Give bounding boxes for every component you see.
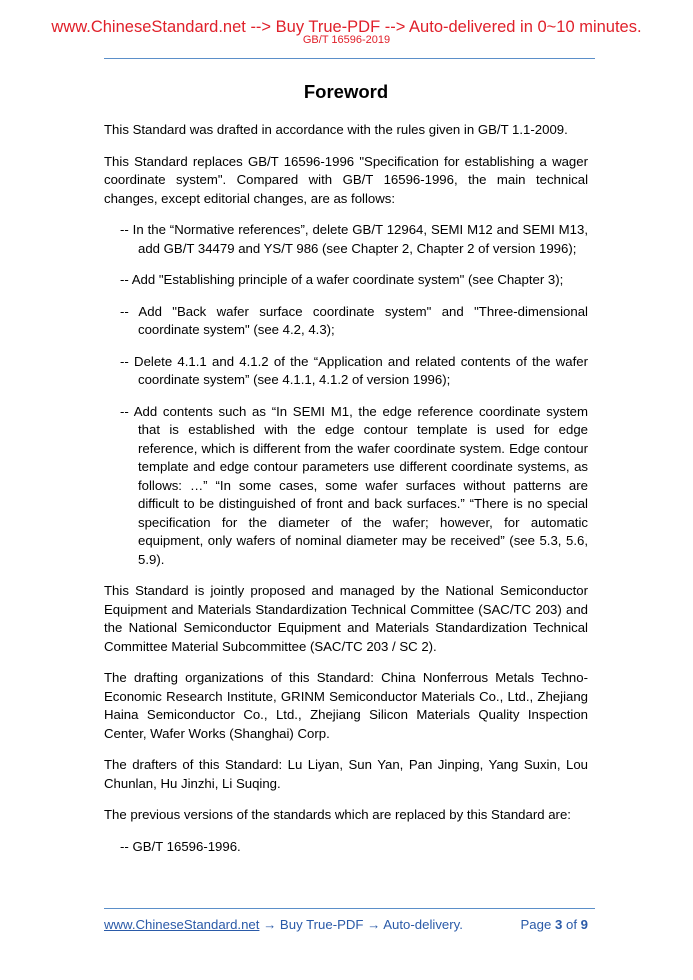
header-divider bbox=[104, 58, 595, 59]
footer-delivery-text: → Buy True-PDF → Auto-delivery. bbox=[259, 917, 463, 932]
footer-divider bbox=[104, 908, 595, 909]
page-content bbox=[104, 80, 588, 856]
list-item: -- Add "Establishing principle of a wafer coordinate system" (see Chapter 3); bbox=[120, 272, 564, 287]
page-total: 9 bbox=[580, 917, 588, 932]
list-item: -- Delete 4.1.1 and 4.1.2 of the “Application and related contents of the wafer coordinate system” (see 4.1.1, 4.1.2 of version 1996); bbox=[120, 353, 588, 387]
document-code: GB/T 16596-2019 bbox=[302, 34, 391, 46]
paragraph-replaces: This Standard replaces GB/T 16596-1996 "Specification for establishing a wager coordinate system". Compared with GB/T 16596-1996, the main technical changes, except editorial changes, are as follows: bbox=[104, 153, 588, 206]
footer-site-link[interactable]: www.ChineseStandard.net bbox=[104, 917, 260, 932]
paragraph-proposed-by: This Standard is jointly proposed and managed by the National Semiconductor Equipment and Materials Standardization Technical Committee (SAC/TC 203) and the National Semiconductor Equipment and Materials Standardization Technical Committee Material Subcommittee (SAC/TC 203 / SC 2). bbox=[104, 583, 588, 654]
list-item: -- Add contents such as “In SEMI M1, the edge reference coordinate system that is established with the edge contour template is used for edge reference, which is different from the wafer coordinate system. Edge contour template and edge contour parameters use different coordinate systems, as follows: …” “In some cases, some wafer surfaces without patterns are difficult to be distinguished of front and back surfaces.” “There is no special specification for the diameter of the wafer; however, for automatic equipment, only wafers of nominal diameter may be received” (see 5.3, 5.6, 5.9). bbox=[120, 403, 588, 567]
paragraph-previous-versions: The previous versions of the standards which are replaced by this Standard are: bbox=[104, 807, 571, 822]
list-item: -- In the “Normative references”, delete GB/T 12964, SEMI M12 and SEMI M13, add GB/T 34479 and YS/T 986 (see Chapter 2, Chapter 2 of version 1996); bbox=[120, 222, 588, 256]
page-indicator bbox=[520, 916, 588, 933]
paragraph-drafting-rules: This Standard was drafted in accordance with the rules given in GB/T 1.1-2009. bbox=[104, 122, 568, 137]
technical-changes-list bbox=[104, 221, 588, 569]
page-footer bbox=[104, 916, 588, 933]
paragraph-drafting-organizations: The drafting organizations of this Standard: China Nonferrous Metals Techno-Economic Research Institute, GRINM Semiconductor Materials Co., Ltd., Zhejiang Haina Semiconductor Co., Ltd., Zhejiang Silicon Materials Quality Inspection Center, Wafer Works (Shanghai) Corp. bbox=[104, 670, 588, 741]
previous-version-item: -- GB/T 16596-1996. bbox=[120, 838, 241, 854]
paragraph-drafters: The drafters of this Standard: Lu Liyan, Sun Yan, Pan Jinping, Yang Suxin, Lou Chunlan, Hu Jinzhi, Li Suqing. bbox=[104, 757, 588, 791]
page-label: Page bbox=[520, 917, 552, 932]
page-number: 3 bbox=[554, 917, 563, 932]
page-title: Foreword bbox=[303, 81, 389, 102]
list-item: -- Add "Back wafer surface coordinate system" and "Three-dimensional coordinate system" (see 4.2, 4.3); bbox=[120, 303, 588, 337]
download-banner[interactable]: www.ChineseStandard.net --> Buy True-PDF --> Auto-delivered in 0~10 minutes. bbox=[51, 18, 642, 36]
page-of-label: of bbox=[565, 917, 577, 932]
